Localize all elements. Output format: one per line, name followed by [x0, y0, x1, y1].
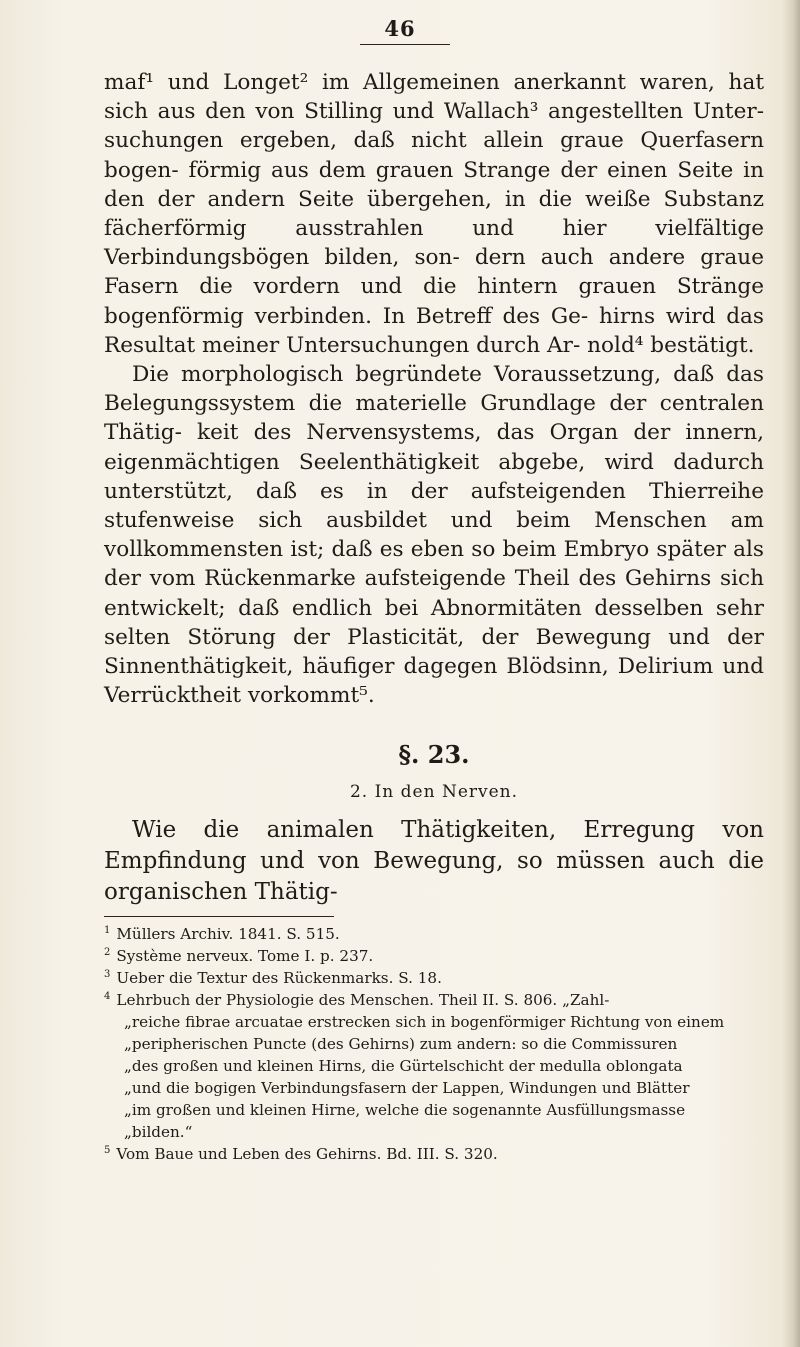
- footnote-mark: 4: [104, 990, 111, 1002]
- footnote-line: [104, 1055, 764, 1077]
- text-line: dern auch andere graue Fasern die vordern und die hintern: [104, 245, 764, 300]
- header-rule: [360, 44, 450, 45]
- text-line: aufsteigenden Thierreihe stufenweise sich ausbildet und beim: [104, 478, 764, 534]
- footnote-mark: 1: [104, 924, 111, 936]
- footnote-text: „peripherischen Puncte (des Gehirns) zum andern: so die Commissuren: [124, 1034, 678, 1053]
- footnote-mark: 5: [104, 1144, 111, 1156]
- footnote-text: „bilden.“: [124, 1122, 193, 1141]
- footnote-text: Vom Baue und Leben des Gehirns. Bd. III. S. 320.: [116, 1144, 498, 1163]
- text-line: hirns wird das Resultat meiner Untersuchungen durch Ar-: [104, 303, 764, 358]
- text-line: maf¹ und Longet² im Allgemeinen anerkannt waren, hat: [104, 70, 764, 95]
- text-line: Belegungssystem die materielle Grundlage der centralen Thätig-: [104, 391, 764, 446]
- footnote-mark: 2: [104, 946, 111, 958]
- text-line: grauen Stränge bogenförmig verbinden. In Betreff des Ge-: [104, 274, 764, 329]
- text-line: sich entwickelt; daß endlich bei Abnormitäten desselben sehr selten: [104, 566, 764, 650]
- text-line: sich aus den von Stilling und Wallach³ angestellten Unter-: [104, 99, 764, 125]
- footnote-text: Lehrbuch der Physiologie des Menschen. Theil II. S. 806. „Zahl-: [116, 990, 610, 1009]
- text-body: [104, 68, 764, 1165]
- footnote-line: [104, 989, 764, 1011]
- footnote-text: Système nerveux. Tome I. p. 237.: [116, 946, 374, 965]
- text-line: und von Bewegung, so müssen auch die organischen Thätig-: [104, 847, 764, 905]
- footnotes: [104, 923, 764, 1165]
- text-line: Wie die animalen Thätigkeiten, Erregung von Empfindung: [104, 816, 764, 874]
- footnote-line: [104, 945, 764, 967]
- footnote-line: [104, 1077, 764, 1099]
- text-line: suchungen ergeben, daß nicht allein graue Querfasern bogen-: [104, 128, 764, 183]
- text-line: Seelenthätigkeit abgebe, wird dadurch unterstützt, daß es in der: [104, 449, 764, 504]
- page-spine-shadow: [782, 0, 800, 1347]
- footnote-text: „im großen und kleinen Hirne, welche die sogenannte Ausfüllungsmasse: [124, 1100, 686, 1119]
- text-line: keit des Nervensystems, das Organ der innern, eigenmächtigen: [104, 420, 764, 475]
- paragraph-1: [104, 68, 764, 360]
- footnote-text: „reiche fibrae arcuatae erstrecken sich in bogenförmiger Richtung von einem: [124, 1012, 725, 1031]
- footnote-line: [104, 1011, 764, 1033]
- footnote-text: Ueber die Textur des Rückenmarks. S. 18.: [116, 968, 442, 987]
- text-line: Die morphologisch begründete Voraussetzung, daß das: [132, 362, 764, 388]
- footnote-line: [104, 1099, 764, 1121]
- paragraph-3: [104, 815, 764, 908]
- page-number: 46: [384, 16, 416, 41]
- text-line: förmig aus dem grauen Strange der einen Seite in den der: [104, 157, 764, 212]
- footnote-line: [104, 1143, 764, 1165]
- text-line: Menschen am vollkommensten ist; daß es eben so beim Embryo: [104, 508, 764, 563]
- footnote-line: [104, 967, 764, 989]
- footnote-text: Müllers Archiv. 1841. S. 515.: [116, 924, 340, 943]
- footnote-mark: 3: [104, 968, 111, 980]
- text-line: später als der vom Rückenmarke aufsteigende Theil des Gehirns: [104, 537, 764, 592]
- footnote-rule: [104, 916, 334, 917]
- footnote-text: „des großen und kleinen Hirns, die Gürtelschicht der medulla oblongata: [124, 1056, 683, 1075]
- paragraph-2: [104, 360, 764, 710]
- section-title: §. 23.: [398, 740, 470, 770]
- section-subtitle: 2. In den Nerven.: [349, 781, 519, 802]
- text-line: Störung der Plasticität, der Bewegung und der Sinnenthätigkeit,: [104, 624, 764, 680]
- footnote-text: „und die bogigen Verbindungsfasern der Lappen, Windungen und Blätter: [124, 1078, 690, 1097]
- text-line: nold⁴ bestätigt.: [587, 332, 755, 358]
- text-line: ausstrahlen und hier vielfältige Verbindungsbögen bilden, son-: [104, 216, 764, 271]
- footnote-line: [104, 923, 764, 945]
- text-line: andern Seite übergehen, in die weiße Substanz fächerförmig: [104, 186, 764, 242]
- footnote-line: [104, 1033, 764, 1055]
- footnote-line: [104, 1121, 764, 1143]
- text-line: häufiger dagegen Blödsinn, Delirium und Verrücktheit vorkommt⁵.: [104, 654, 764, 709]
